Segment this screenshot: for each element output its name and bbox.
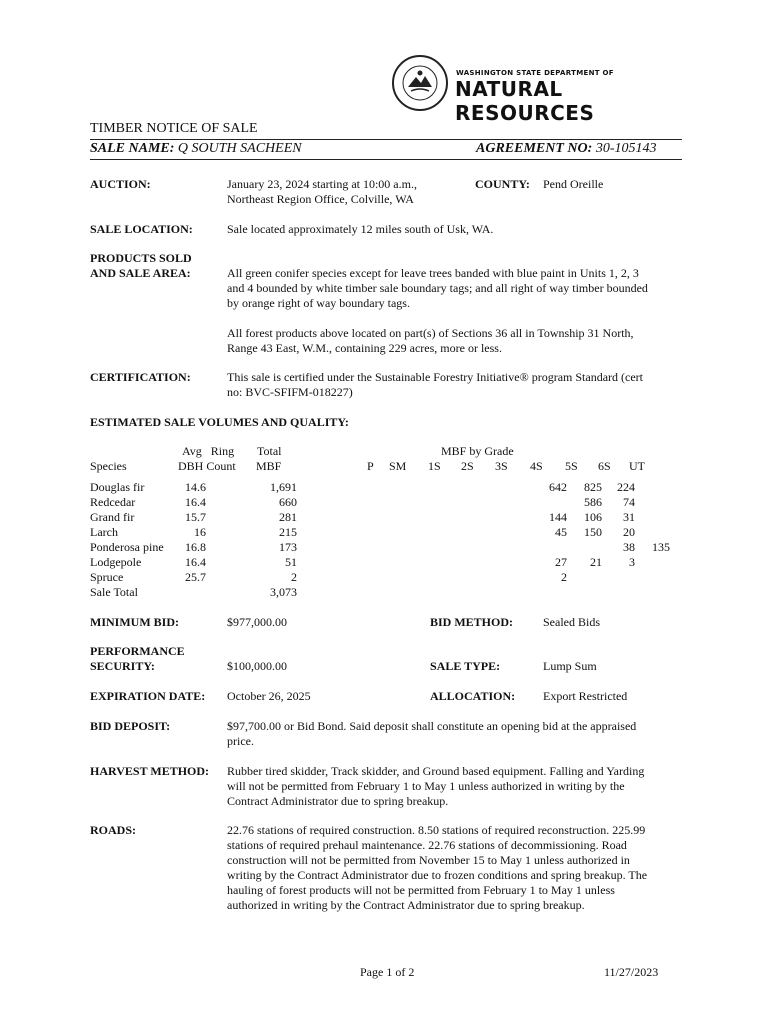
- hdr-avg-ring: Avg Ring: [182, 444, 235, 458]
- grade-3s-cell: [567, 540, 602, 555]
- bid-deposit-line: price.: [227, 734, 254, 748]
- roads-line: writing by the Contract Administrator due to frozen conditions and spring breakup. The: [227, 868, 648, 882]
- dbh-cell: 16: [194, 525, 206, 539]
- minimum-bid-value: $977,000.00: [227, 615, 287, 629]
- roads-line: 22.76 stations of required construction. 8.50 stations of required reconstruction. 225.99: [227, 823, 646, 837]
- table-row: [90, 525, 670, 540]
- county-value: Pend Oreille: [543, 177, 604, 191]
- grade-2s-cell: [297, 540, 567, 555]
- grade-3s-cell: [567, 570, 602, 585]
- species-cell: Grand fir: [90, 510, 135, 524]
- grade-5s-cell: [635, 525, 670, 540]
- grade-4s-cell: 20: [623, 525, 635, 539]
- total-value: 3,073: [270, 585, 297, 599]
- doc-title: TIMBER NOTICE OF SALE: [90, 121, 258, 136]
- sale-name-rule: [90, 159, 682, 160]
- grade-2s-cell: [297, 495, 567, 510]
- roads-line: authorized in writing by the Contract Administrator due to spring breakup.: [227, 898, 585, 912]
- grade-4s-cell: 224: [617, 480, 635, 494]
- dbh-cell: 25.7: [185, 570, 206, 584]
- products-p1-line: and 4 bounded by white timber sale boundary tags; and all right of way timber bounded: [227, 281, 648, 295]
- minimum-bid-label: MINIMUM BID:: [90, 615, 179, 629]
- dnr-seal-icon: [392, 55, 448, 111]
- harvest-line: Contract Administrator due to spring breakup.: [227, 794, 449, 808]
- hdr-total: Total: [257, 444, 282, 458]
- certification-line: This sale is certified under the Sustainable Forestry Initiative® program Standard (cert: [227, 370, 643, 384]
- roads-text: [227, 823, 647, 913]
- bid-deposit-line: $97,700.00 or Bid Bond. Said deposit shall constitute an opening bid at the appraised: [227, 719, 637, 733]
- products-p1-line: by orange right of way boundary tags.: [227, 296, 410, 310]
- title-rule: [90, 139, 682, 140]
- species-cell: Spruce: [90, 570, 124, 584]
- total-mbf-cell: 281: [279, 510, 297, 524]
- grade-header-SM: SM: [389, 459, 407, 473]
- total-mbf-cell: 1,691: [270, 480, 297, 494]
- dbh-cell: 16.4: [185, 555, 206, 569]
- species-cell: Lodgepole: [90, 555, 142, 569]
- species-cell: Ponderosa pine: [90, 540, 164, 554]
- grade-4s-cell: [602, 570, 635, 585]
- table-row: [90, 570, 670, 585]
- grade-header-5S: 5S: [565, 459, 578, 473]
- certification-line: no: BVC-SFIFM-018227): [227, 385, 353, 399]
- agreement-label: AGREEMENT NO: [476, 141, 588, 156]
- roads-line: hauling of forest products will not be permitted from February 1 to May 1 unless: [227, 883, 615, 897]
- auction-line1: January 23, 2024 starting at 10:00 a.m.,: [227, 177, 417, 191]
- grade-4s-cell: 38: [623, 540, 635, 554]
- grade-3s-cell: 586: [584, 495, 602, 509]
- table-row: [90, 510, 670, 525]
- sale-location-label: SALE LOCATION:: [90, 222, 193, 236]
- grade-4s-cell: 3: [629, 555, 635, 569]
- grade-3s-cell: 825: [584, 480, 602, 494]
- sale-type-label: SALE TYPE:: [430, 659, 501, 673]
- bid-method-value: Sealed Bids: [543, 615, 600, 629]
- dnr-logo: [392, 55, 677, 125]
- performance-value: $100,000.00: [227, 659, 287, 673]
- grade-2s-cell: 144: [549, 510, 567, 524]
- harvest-line: will not be permitted from February 1 to May 1 unless authorized in writing by the: [227, 779, 625, 793]
- auction-line2: Northeast Region Office, Colville, WA: [227, 192, 414, 206]
- footer-date: 11/27/2023: [604, 965, 659, 979]
- products-label-2: AND SALE AREA:: [90, 266, 191, 280]
- sale-name-line: SALE NAME: Q SOUTH SACHEEN: [90, 141, 302, 156]
- harvest-label: HARVEST METHOD:: [90, 764, 210, 778]
- total-mbf-cell: 2: [291, 570, 297, 584]
- page-number: Page 1 of 2: [360, 965, 415, 979]
- roads-line: stations of required prehaul maintenance. 22.76 stations of decommissioning. Road: [227, 838, 627, 852]
- products-p2-line: Range 43 East, W.M., containing 229 acres, more or less.: [227, 341, 502, 355]
- sale-type-value: Lump Sum: [543, 659, 597, 673]
- grade-5s-cell: 135: [652, 540, 670, 554]
- grade-header-1S: 1S: [428, 459, 441, 473]
- table-row: [90, 540, 670, 555]
- sale-name: Q SOUTH SACHEEN: [177, 141, 302, 156]
- certification-label: CERTIFICATION:: [90, 370, 191, 384]
- auction-label: AUCTION:: [90, 177, 151, 191]
- grade-header-P: P: [367, 459, 374, 473]
- allocation-value: Export Restricted: [543, 689, 628, 703]
- dbh-cell: 14.6: [185, 480, 206, 494]
- hdr-dbh-count: DBH Count: [178, 459, 236, 473]
- products-text: [227, 266, 648, 311]
- grade-header-UT: UT: [629, 459, 645, 473]
- grade-2s-cell: 45: [555, 525, 567, 539]
- agreement-line: AGREEMENT NO: 30-105143: [476, 141, 657, 156]
- grade-4s-cell: 74: [623, 495, 635, 509]
- hdr-mbf-by-grade: MBF by Grade: [441, 444, 514, 458]
- agreement-no: 30-105143: [595, 141, 657, 156]
- table-row: [90, 480, 670, 495]
- expiration-label: EXPIRATION DATE:: [90, 689, 206, 703]
- harvest-line: Rubber tired skidder, Track skidder, and Ground based equipment. Falling and Yarding: [227, 764, 645, 778]
- table-row: [90, 555, 670, 570]
- grade-5s-cell: [635, 510, 670, 525]
- grade-2s-cell: 642: [549, 480, 567, 494]
- bid-deposit-label: BID DEPOSIT:: [90, 719, 171, 733]
- certification-text: [227, 370, 643, 400]
- grade-header-3S: 3S: [495, 459, 508, 473]
- grade-3s-cell: 21: [590, 555, 602, 569]
- volumes-heading: ESTIMATED SALE VOLUMES AND QUALITY:: [90, 415, 349, 429]
- bid-deposit-text: [227, 719, 636, 749]
- products-label-1: PRODUCTS SOLD: [90, 251, 192, 265]
- roads-line: construction will not be permitted from November 15 to May 1 unless authorized in: [227, 853, 630, 867]
- grade-3s-cell: 150: [584, 525, 602, 539]
- grade-3s-cell: 106: [584, 510, 602, 524]
- dbh-cell: 16.4: [185, 495, 206, 509]
- total-label: Sale Total: [90, 585, 138, 599]
- species-cell: Larch: [90, 525, 118, 539]
- products-p1-line: All green conifer species except for leave trees banded with blue paint in Units 1, 2, 3: [227, 266, 639, 280]
- table-row: [90, 495, 670, 510]
- grade-5s-cell: [635, 570, 670, 585]
- grade-4s-cell: 31: [623, 510, 635, 524]
- total-mbf-cell: 173: [279, 540, 297, 554]
- grade-5s-cell: [635, 495, 670, 510]
- total-mbf-cell: 660: [279, 495, 297, 509]
- sale-name-label: SALE NAME: [90, 141, 170, 156]
- roads-label: ROADS:: [90, 823, 137, 837]
- grade-5s-cell: [635, 555, 670, 570]
- grade-header-4S: 4S: [530, 459, 543, 473]
- expiration-value: October 26, 2025: [227, 689, 311, 703]
- performance-label-1: PERFORMANCE: [90, 644, 185, 658]
- volume-table: [90, 480, 670, 600]
- county-label: COUNTY:: [475, 177, 530, 191]
- performance-label-2: SECURITY:: [90, 659, 155, 673]
- total-mbf-cell: 51: [285, 555, 297, 569]
- bid-method-label: BID METHOD:: [430, 615, 514, 629]
- species-cell: Redcedar: [90, 495, 136, 509]
- natural-resources-wordmark: NATURAL RESOURCES: [455, 77, 595, 125]
- hdr-mbf: MBF: [256, 459, 282, 473]
- grade-5s-cell: [635, 480, 670, 495]
- harvest-text: [227, 764, 644, 809]
- dept-line: WASHINGTON STATE DEPARTMENT OF: [456, 69, 614, 77]
- species-cell: Douglas fir: [90, 480, 145, 494]
- products-p2-line: All forest products above located on part(s) of Sections 36 all in Township 31 North,: [227, 326, 634, 340]
- products-location-text: [227, 326, 634, 356]
- sale-location-text: Sale located approximately 12 miles south of Usk, WA.: [227, 222, 494, 236]
- grade-header-6S: 6S: [598, 459, 611, 473]
- total-mbf-cell: 215: [279, 525, 297, 539]
- grade-header-2S: 2S: [461, 459, 474, 473]
- dbh-cell: 16.8: [185, 540, 206, 554]
- grade-2s-cell: 2: [561, 570, 567, 584]
- dbh-cell: 15.7: [185, 510, 206, 524]
- allocation-label: ALLOCATION:: [430, 689, 516, 703]
- grade-2s-cell: 27: [555, 555, 567, 569]
- table-row-total: [90, 585, 670, 600]
- hdr-species: Species: [90, 459, 127, 473]
